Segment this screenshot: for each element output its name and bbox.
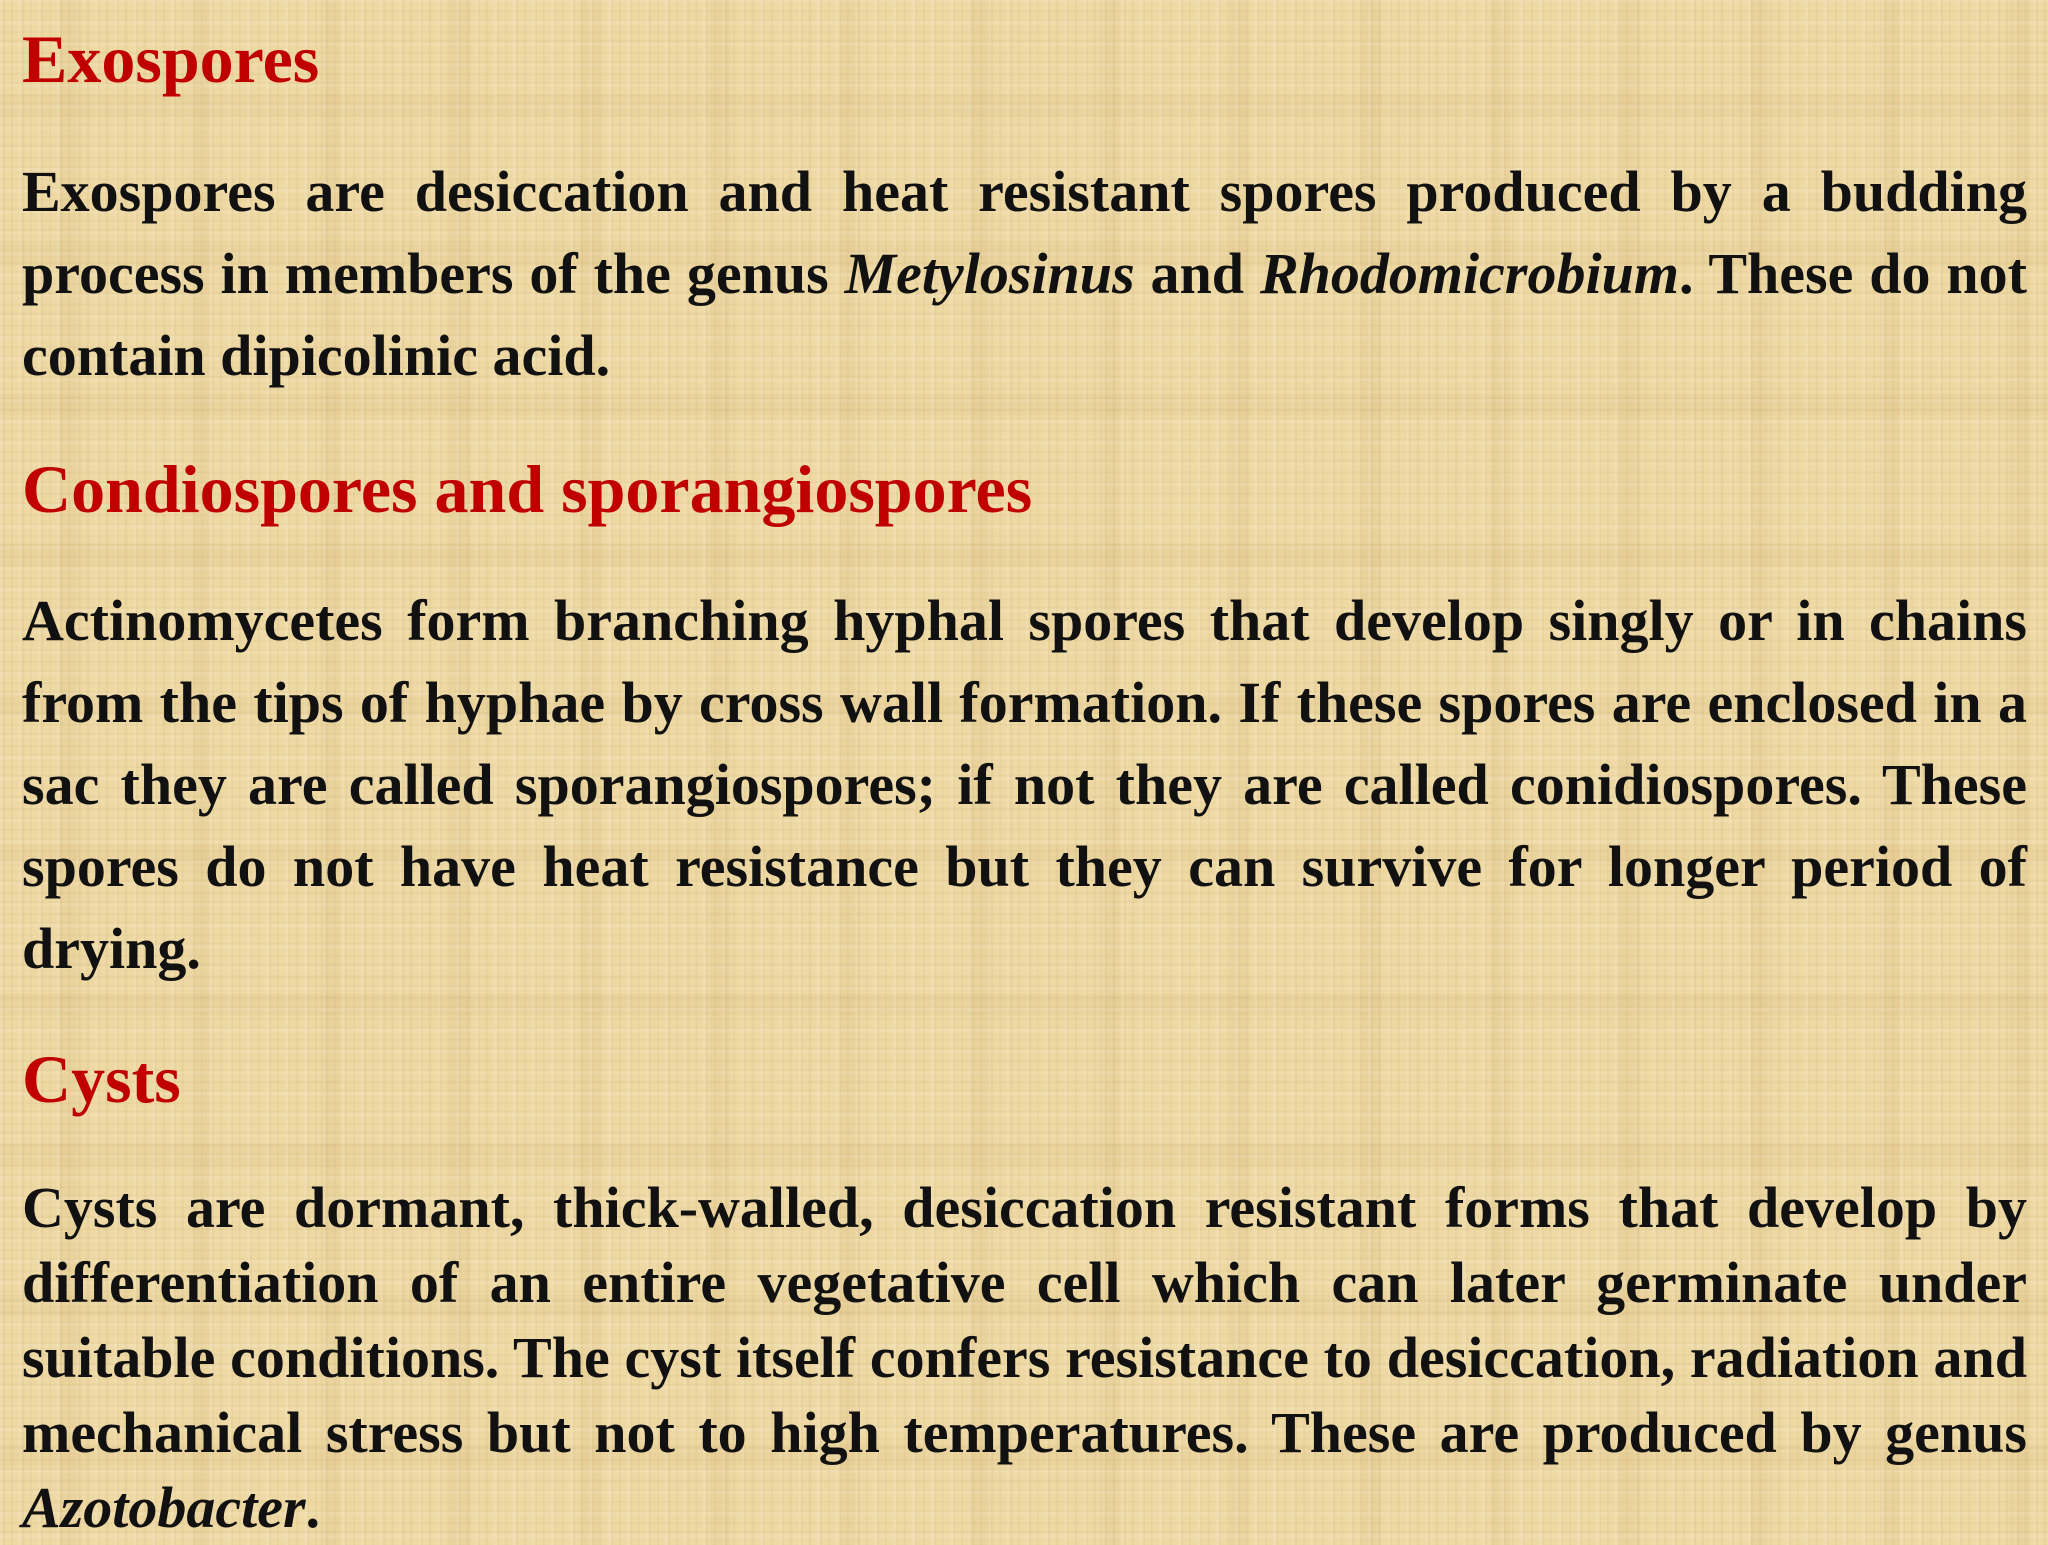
italic-term: Metylosinus	[844, 241, 1135, 306]
body-text: and	[1134, 241, 1260, 306]
section-heading-condiospores: Condiospores and sporangiospores	[22, 451, 1033, 527]
body-text: Actinomycetes form branching hyphal spores that develop singly or in chains from the tips of hyphae by cross wall formation. If these spores are enclosed in a sac they are called sporangiospores; if not they are called conidiospores. These spores do not have heat resistance but they can survive for longer period of drying.	[22, 588, 2027, 981]
body-text: Cysts are dormant, thick-walled, desiccation resistant forms that develop by differentiation of an entire vegetative cell which can later germinate under suitable conditions. The cyst itself confers resistance to desiccation, radiation and mechanical stress but not to high temperatures. These are produced by genus	[22, 1175, 2027, 1465]
section-body-exospores	[22, 151, 2027, 397]
body-text: Exospores are desiccation and heat resistant spores produced by a budding process in members of the genus	[22, 159, 2027, 306]
body-text: .	[305, 1475, 321, 1540]
section-heading-cysts: Cysts	[22, 1041, 181, 1117]
italic-term: Azotobacter	[22, 1475, 306, 1540]
section-heading-exospores: Exospores	[22, 21, 320, 97]
section-body-cysts	[22, 1170, 2027, 1545]
italic-term: Rhodomicrobium	[1259, 241, 1679, 306]
body-text: . These do not contain dipicolinic acid.	[22, 241, 2027, 388]
section-body-condiospores	[22, 580, 2027, 990]
